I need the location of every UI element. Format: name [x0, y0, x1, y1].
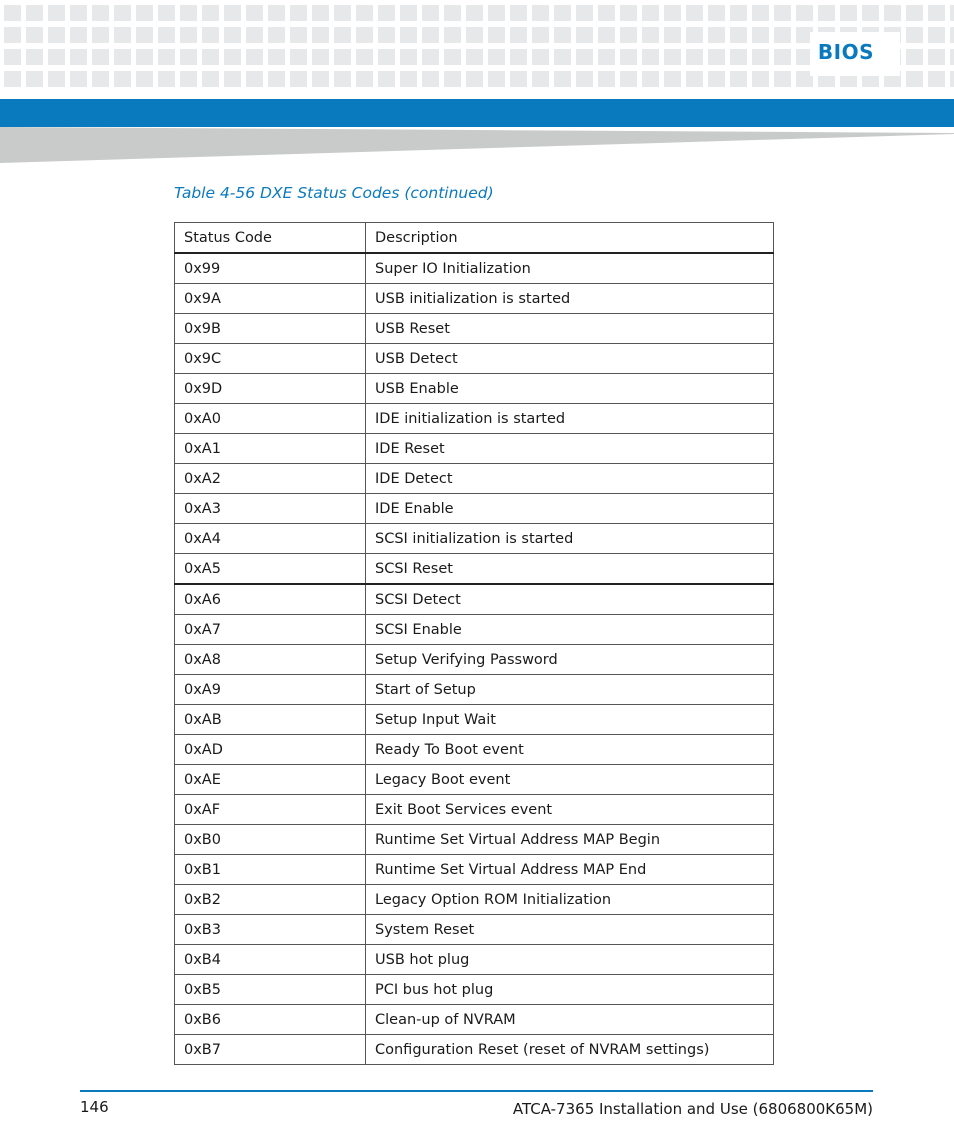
pattern-cell: [510, 71, 527, 87]
description-cell: SCSI Reset: [366, 554, 774, 585]
pattern-cell: [136, 5, 153, 21]
table-row: [175, 945, 774, 975]
pattern-cell: [422, 49, 439, 65]
status-code-cell: 0x9D: [175, 374, 366, 404]
table-row: [175, 705, 774, 735]
description-cell: SCSI initialization is started: [366, 524, 774, 554]
table-row: [175, 284, 774, 314]
header-gray-swoosh: [0, 127, 954, 163]
pattern-cell: [620, 71, 637, 87]
status-code-cell: 0xA6: [175, 584, 366, 615]
pattern-cell: [114, 5, 131, 21]
table-row: [175, 584, 774, 615]
status-code-cell: 0xAB: [175, 705, 366, 735]
pattern-cell: [752, 27, 769, 43]
pattern-cell: [488, 27, 505, 43]
status-code-cell: 0xA4: [175, 524, 366, 554]
description-cell: Start of Setup: [366, 675, 774, 705]
pattern-cell: [950, 27, 954, 43]
pattern-cell: [224, 49, 241, 65]
pattern-cell: [510, 49, 527, 65]
pattern-cell: [664, 5, 681, 21]
status-code-cell: 0x9B: [175, 314, 366, 344]
table-row: [175, 855, 774, 885]
pattern-cell: [422, 5, 439, 21]
pattern-cell: [906, 49, 923, 65]
pattern-cell: [950, 5, 954, 21]
pattern-cell: [906, 5, 923, 21]
pattern-cell: [466, 27, 483, 43]
pattern-cell: [554, 49, 571, 65]
pattern-cell: [510, 27, 527, 43]
pattern-cell: [642, 71, 659, 87]
table-row: [175, 975, 774, 1005]
pattern-cell: [620, 27, 637, 43]
status-code-cell: 0xA7: [175, 615, 366, 645]
pattern-cell: [48, 71, 65, 87]
pattern-cell: [730, 5, 747, 21]
table-row: [175, 645, 774, 675]
status-code-cell: 0xA8: [175, 645, 366, 675]
pattern-cell: [928, 49, 945, 65]
pattern-cell: [136, 27, 153, 43]
pattern-cell: [48, 27, 65, 43]
pattern-cell: [334, 49, 351, 65]
status-code-cell: 0xA0: [175, 404, 366, 434]
status-code-cell: 0x99: [175, 253, 366, 284]
table-row: [175, 735, 774, 765]
column-header-description: Description: [366, 223, 774, 254]
pattern-cell: [356, 27, 373, 43]
pattern-cell: [92, 49, 109, 65]
pattern-cell: [356, 71, 373, 87]
pattern-cell: [400, 5, 417, 21]
pattern-cell: [730, 27, 747, 43]
pattern-cell: [290, 27, 307, 43]
pattern-cell: [202, 5, 219, 21]
pattern-cell: [224, 27, 241, 43]
status-code-cell: 0x9A: [175, 284, 366, 314]
pattern-cell: [70, 5, 87, 21]
description-cell: USB Reset: [366, 314, 774, 344]
pattern-cell: [664, 71, 681, 87]
pattern-cell: [180, 71, 197, 87]
table-row: [175, 554, 774, 585]
pattern-cell: [752, 71, 769, 87]
pattern-cell: [114, 49, 131, 65]
pattern-cell: [532, 27, 549, 43]
pattern-cell: [488, 71, 505, 87]
pattern-cell: [444, 71, 461, 87]
dxe-status-codes-table: [174, 222, 774, 1065]
pattern-cell: [554, 71, 571, 87]
pattern-cell: [686, 49, 703, 65]
description-cell: SCSI Enable: [366, 615, 774, 645]
description-cell: Legacy Option ROM Initialization: [366, 885, 774, 915]
status-code-cell: 0xB7: [175, 1035, 366, 1065]
pattern-cell: [334, 71, 351, 87]
status-code-cell: 0xB2: [175, 885, 366, 915]
pattern-cell: [268, 71, 285, 87]
pattern-cell: [774, 27, 791, 43]
pattern-cell: [598, 71, 615, 87]
pattern-cell: [488, 5, 505, 21]
pattern-cell: [730, 49, 747, 65]
description-cell: IDE Detect: [366, 464, 774, 494]
pattern-cell: [906, 71, 923, 87]
pattern-cell: [950, 71, 954, 87]
pattern-cell: [576, 27, 593, 43]
status-code-cell: 0xA3: [175, 494, 366, 524]
pattern-cell: [708, 49, 725, 65]
pattern-cell: [400, 27, 417, 43]
pattern-cell: [576, 71, 593, 87]
pattern-cell: [576, 49, 593, 65]
description-cell: USB Enable: [366, 374, 774, 404]
table-row: [175, 404, 774, 434]
pattern-cell: [510, 5, 527, 21]
table-row: [175, 675, 774, 705]
pattern-cell: [730, 71, 747, 87]
pattern-cell: [4, 49, 21, 65]
pattern-cell: [290, 49, 307, 65]
pattern-cell: [906, 27, 923, 43]
pattern-cell: [312, 71, 329, 87]
table-header-row: [175, 223, 774, 254]
pattern-cell: [4, 27, 21, 43]
pattern-cell: [862, 5, 879, 21]
pattern-cell: [26, 71, 43, 87]
description-cell: IDE Reset: [366, 434, 774, 464]
description-cell: IDE initialization is started: [366, 404, 774, 434]
table-row: [175, 434, 774, 464]
header-blue-band: [0, 99, 954, 127]
pattern-cell: [598, 27, 615, 43]
pattern-cell: [774, 5, 791, 21]
pattern-cell: [422, 71, 439, 87]
pattern-cell: [268, 5, 285, 21]
pattern-cell: [378, 27, 395, 43]
pattern-cell: [884, 5, 901, 21]
pattern-cell: [818, 5, 835, 21]
pattern-cell: [576, 5, 593, 21]
pattern-cell: [664, 49, 681, 65]
pattern-cell: [532, 49, 549, 65]
pattern-cell: [796, 5, 813, 21]
pattern-cell: [466, 71, 483, 87]
status-code-cell: 0xAF: [175, 795, 366, 825]
pattern-cell: [180, 49, 197, 65]
description-cell: Setup Input Wait: [366, 705, 774, 735]
description-cell: IDE Enable: [366, 494, 774, 524]
pattern-cell: [400, 49, 417, 65]
table-row: [175, 494, 774, 524]
status-code-cell: 0xB1: [175, 855, 366, 885]
pattern-cell: [114, 71, 131, 87]
pattern-cell: [642, 49, 659, 65]
description-cell: Legacy Boot event: [366, 765, 774, 795]
pattern-cell: [92, 27, 109, 43]
status-code-cell: 0x9C: [175, 344, 366, 374]
table-row: [175, 344, 774, 374]
pattern-cell: [378, 5, 395, 21]
table-row: [175, 464, 774, 494]
status-code-cell: 0xB6: [175, 1005, 366, 1035]
table-row: [175, 1035, 774, 1065]
pattern-cell: [26, 49, 43, 65]
table-row: [175, 615, 774, 645]
status-code-cell: 0xAE: [175, 765, 366, 795]
pattern-cell: [928, 71, 945, 87]
description-cell: System Reset: [366, 915, 774, 945]
table-row: [175, 314, 774, 344]
footer-divider: [80, 1090, 873, 1092]
table-caption: Table 4-56 DXE Status Codes (continued): [174, 184, 494, 202]
pattern-cell: [246, 49, 263, 65]
pattern-cell: [4, 71, 21, 87]
pattern-cell: [488, 49, 505, 65]
description-cell: USB initialization is started: [366, 284, 774, 314]
status-code-cell: 0xA2: [175, 464, 366, 494]
footer-document-title: ATCA-7365 Installation and Use (6806800K65M): [512, 1100, 873, 1118]
pattern-cell: [356, 5, 373, 21]
pattern-cell: [840, 5, 857, 21]
pattern-cell: [246, 27, 263, 43]
pattern-cell: [444, 5, 461, 21]
status-code-cell: 0xB4: [175, 945, 366, 975]
pattern-cell: [246, 5, 263, 21]
pattern-cell: [532, 5, 549, 21]
pattern-cell: [312, 49, 329, 65]
pattern-cell: [532, 71, 549, 87]
pattern-cell: [92, 5, 109, 21]
pattern-cell: [708, 71, 725, 87]
pattern-cell: [180, 5, 197, 21]
pattern-cell: [774, 49, 791, 65]
table-row: [175, 524, 774, 554]
status-code-cell: 0xB0: [175, 825, 366, 855]
description-cell: USB Detect: [366, 344, 774, 374]
pattern-cell: [598, 5, 615, 21]
pattern-cell: [114, 27, 131, 43]
description-cell: PCI bus hot plug: [366, 975, 774, 1005]
table-row: [175, 885, 774, 915]
pattern-cell: [136, 71, 153, 87]
pattern-cell: [444, 49, 461, 65]
pattern-cell: [664, 27, 681, 43]
pattern-cell: [202, 27, 219, 43]
table-row: [175, 253, 774, 284]
description-cell: Super IO Initialization: [366, 253, 774, 284]
pattern-cell: [686, 27, 703, 43]
pattern-cell: [642, 27, 659, 43]
pattern-cell: [378, 71, 395, 87]
pattern-cell: [268, 27, 285, 43]
pattern-cell: [928, 27, 945, 43]
pattern-cell: [334, 5, 351, 21]
pattern-cell: [752, 5, 769, 21]
pattern-cell: [752, 49, 769, 65]
pattern-cell: [180, 27, 197, 43]
status-code-cell: 0xA9: [175, 675, 366, 705]
pattern-cell: [158, 49, 175, 65]
table-row: [175, 374, 774, 404]
pattern-cell: [554, 27, 571, 43]
status-code-cell: 0xAD: [175, 735, 366, 765]
pattern-cell: [26, 27, 43, 43]
pattern-cell: [554, 5, 571, 21]
table-body: [175, 253, 774, 1065]
pattern-cell: [378, 49, 395, 65]
description-cell: Setup Verifying Password: [366, 645, 774, 675]
pattern-cell: [70, 49, 87, 65]
pattern-cell: [48, 49, 65, 65]
pattern-cell: [158, 27, 175, 43]
pattern-cell: [4, 5, 21, 21]
pattern-cell: [202, 49, 219, 65]
pattern-cell: [290, 5, 307, 21]
status-code-cell: 0xA1: [175, 434, 366, 464]
pattern-cell: [246, 71, 263, 87]
pattern-cell: [400, 71, 417, 87]
pattern-cell: [290, 71, 307, 87]
pattern-cell: [642, 5, 659, 21]
pattern-cell: [928, 5, 945, 21]
description-cell: Exit Boot Services event: [366, 795, 774, 825]
description-cell: SCSI Detect: [366, 584, 774, 615]
status-code-cell: 0xA5: [175, 554, 366, 585]
column-header-status-code: Status Code: [175, 223, 366, 254]
pattern-cell: [224, 71, 241, 87]
pattern-cell: [268, 49, 285, 65]
pattern-cell: [312, 5, 329, 21]
pattern-cell: [708, 27, 725, 43]
pattern-cell: [312, 27, 329, 43]
description-cell: USB hot plug: [366, 945, 774, 975]
pattern-cell: [422, 27, 439, 43]
pattern-cell: [224, 5, 241, 21]
table-row: [175, 915, 774, 945]
pattern-cell: [444, 27, 461, 43]
table-row: [175, 795, 774, 825]
table-row: [175, 825, 774, 855]
pattern-cell: [70, 27, 87, 43]
pattern-cell: [26, 5, 43, 21]
pattern-cell: [356, 49, 373, 65]
description-cell: Configuration Reset (reset of NVRAM settings): [366, 1035, 774, 1065]
pattern-cell: [620, 49, 637, 65]
pattern-cell: [48, 5, 65, 21]
pattern-cell: [92, 71, 109, 87]
status-code-cell: 0xB5: [175, 975, 366, 1005]
description-cell: Clean-up of NVRAM: [366, 1005, 774, 1035]
status-code-cell: 0xB3: [175, 915, 366, 945]
pattern-cell: [334, 27, 351, 43]
pattern-cell: [158, 71, 175, 87]
pattern-cell: [136, 49, 153, 65]
description-cell: Runtime Set Virtual Address MAP Begin: [366, 825, 774, 855]
page-number: 146: [80, 1098, 109, 1116]
description-cell: Runtime Set Virtual Address MAP End: [366, 855, 774, 885]
pattern-cell: [598, 49, 615, 65]
pattern-cell: [70, 71, 87, 87]
pattern-cell: [686, 71, 703, 87]
description-cell: Ready To Boot event: [366, 735, 774, 765]
pattern-cell: [686, 5, 703, 21]
pattern-cell: [708, 5, 725, 21]
pattern-cell: [466, 5, 483, 21]
pattern-cell: [158, 5, 175, 21]
table-row: [175, 765, 774, 795]
table-row: [175, 1005, 774, 1035]
pattern-cell: [202, 71, 219, 87]
page-heading: BIOS: [817, 40, 874, 64]
pattern-cell: [620, 5, 637, 21]
pattern-cell: [466, 49, 483, 65]
pattern-cell: [950, 49, 954, 65]
pattern-cell: [774, 71, 791, 87]
